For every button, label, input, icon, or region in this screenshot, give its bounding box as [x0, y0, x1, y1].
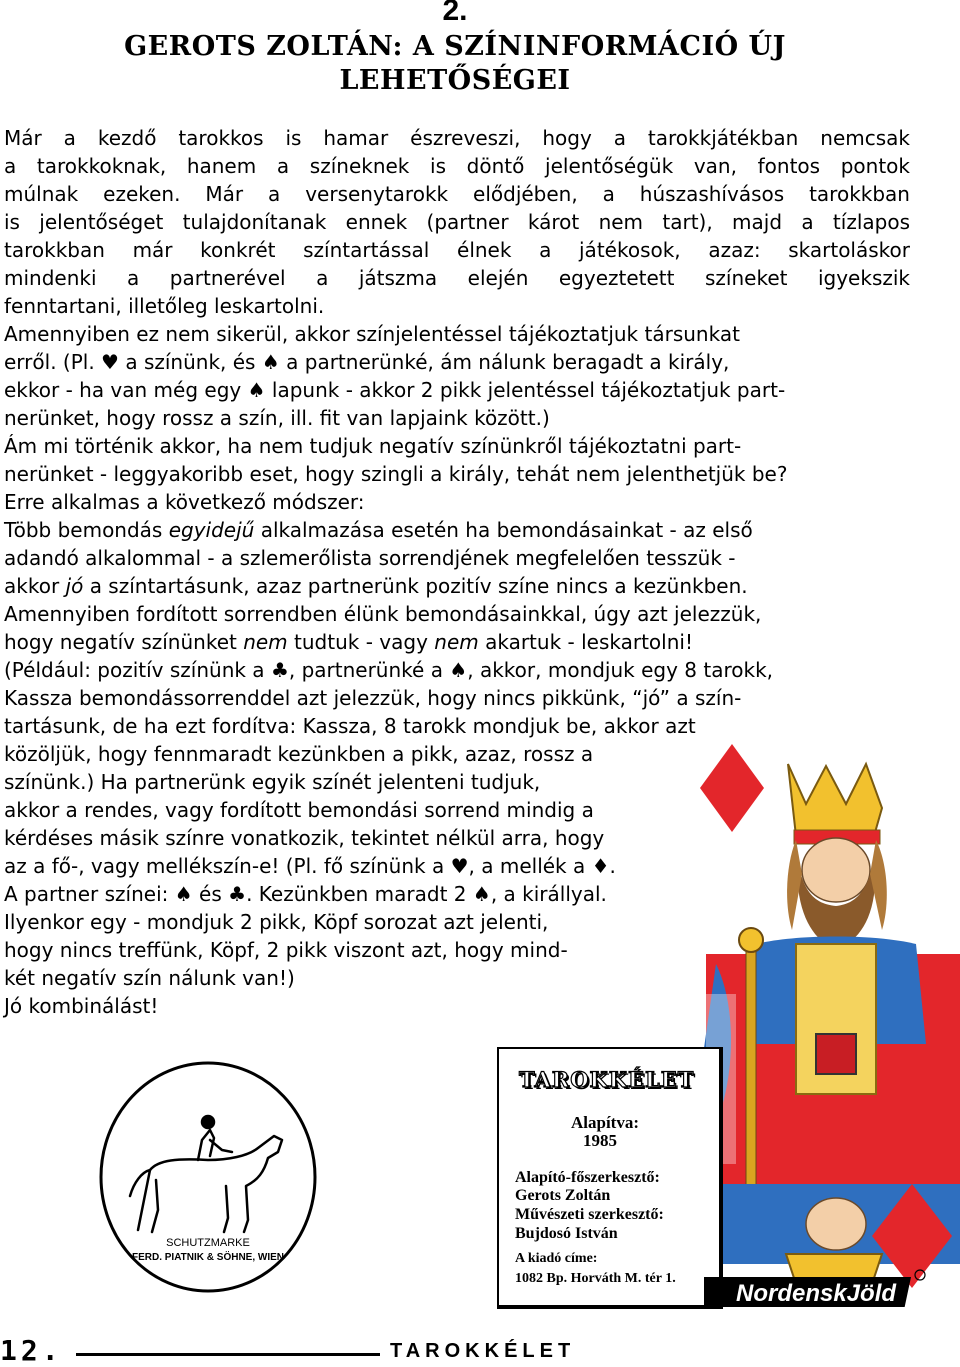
text-line: akkor a rendes, vagy fordított bemondási sorrend mindig a [4, 798, 594, 822]
nordenskjold-brand-logo [704, 1263, 928, 1315]
spade-icon: ♠ [449, 658, 468, 682]
text-line: fenntartani, illetőleg leskartolni. [4, 294, 325, 318]
text-line: hogy nincs treffünk, Köpf, 2 pikk viszont azt, hogy mind- [4, 938, 568, 962]
founded-label: Alapítva: [571, 1113, 639, 1132]
text-line: kérdéses másik színre vonatkozik, tekintet nélkül arra, hogy [4, 826, 605, 850]
publisher-address: 1082 Bp. Horváth M. tér 1. [515, 1271, 676, 1286]
heart-icon: ♥ [101, 350, 119, 374]
article-title-line-1: GEROTS ZOLTÁN: A SZÍNINFORMÁCIÓ ÚJ [124, 31, 786, 62]
spade-icon: ♠ [472, 882, 491, 906]
text-line: az a fő-, vagy mellékszín-e! (Pl. fő színünk a ♥, a mellék a ♦. [4, 854, 616, 878]
text-line: Amennyiben ez nem sikerül, akkor színjelentéssel tájékoztatjuk társunkat [4, 322, 740, 346]
diamond-icon [700, 744, 764, 832]
club-icon: ♣ [228, 882, 247, 906]
article-title-line-2: LEHETŐSÉGEI [339, 65, 571, 96]
text-line: Jó kombinálást! [4, 994, 159, 1018]
text-line: közöljük, hogy fennmaradt kezünkben a pikk, azaz, rossz a [4, 742, 594, 766]
text-line: akkor jó a színtartásunk, azaz partnerünk pozitív színe nincs a kezünkben. [4, 574, 748, 598]
spade-icon: ♠ [247, 378, 266, 402]
text-line: színünk.) Ha partnerünk egyik színét jelenteni tudjuk, [4, 770, 541, 794]
text-line: a tarokkoknak, hanem a színeknek is döntő jelentőségük van, fontos pontok [4, 154, 910, 178]
founder-name: Gerots Zoltán [515, 1187, 611, 1204]
footer-magazine-name: TAROKKÉLET [390, 1340, 576, 1362]
text-line: hogy negatív színünket nem tudtuk - vagy nem akartuk - leskartolni! [4, 630, 693, 654]
text-line: Több bemondás egyidejű alkalmazása esetén ha bemondásainkat - az első [4, 518, 753, 542]
seal-text-line-2: FERD. PIATNIK & SÖHNE, WIEN [131, 1252, 285, 1263]
text-line: is jelentőséget tulajdonítanak ennek (partner károt nem tart), majd a tízlapos [4, 210, 910, 234]
art-editor-name: Bujdosó István [515, 1225, 618, 1242]
founded-year: 1985 [583, 1131, 617, 1150]
imprint-box [497, 1047, 723, 1309]
text-line: tarokkban már konkrét színtartással élnek a játékosok, azaz: skartoláskor [4, 238, 910, 262]
brand-logo-text: NordenskJöld [735, 1280, 897, 1307]
text-line: múlnak ezeken. Már a versenytarokk elődjében, a húszashívásos tarokkban [4, 182, 910, 206]
spade-icon: ♠ [174, 882, 193, 906]
text-line: Erre alkalmas a következő módszer: [4, 490, 365, 514]
text-line: Már a kezdő tarokkos is hamar észreveszi, hogy a tarokkjátékban nemcsak [4, 126, 910, 150]
founder-label: Alapító-főszerkesztő: [515, 1169, 660, 1186]
text-line: Kassza bemondássorrenddel azt jelezzük, hogy nincs pikkünk, “jó” a szín- [4, 686, 742, 710]
text-line: két negatív szín nálunk van!) [4, 966, 295, 990]
spade-icon: ♠ [261, 350, 280, 374]
footer-divider [76, 1353, 380, 1356]
text-line: Ilyenkor egy - mondjuk 2 pikk, Köpf sorozat azt jelenti, [4, 910, 549, 934]
page-number: 12. [0, 1334, 63, 1367]
text-line: A partner színei: ♠ és ♣. Kezünkben maradt 2 ♠, a királlyal. [4, 882, 607, 906]
diamond-icon: ♦ [591, 854, 610, 878]
article-body [4, 124, 910, 740]
text-line: nerünket - leggyakoribb eset, hogy szingli a király, tehát nem jelenthetjük be? [4, 462, 788, 486]
club-icon: ♣ [270, 658, 289, 682]
text-line: Ám mi történik akkor, ha nem tudjuk negatív színünkről tájékoztatni part- [4, 434, 742, 458]
text-line: nerünket, hogy rossz a szín, ill. fit van lapjaink között.) [4, 406, 550, 430]
heart-icon: ♥ [450, 854, 469, 878]
article-body-narrow [4, 740, 722, 1020]
text-line: tartásunk, de ha ezt fordítva: Kassza, 8 tarokk mondjuk be, akkor azt [4, 714, 696, 738]
text-line: Amennyiben fordított sorrendben élünk bemondásainkkal, úgy azt jelezzük, [4, 602, 762, 626]
seal-text-line-1: SCHUTZMARKE [166, 1237, 250, 1249]
article-title [0, 30, 910, 98]
text-line: mindenki a partnerével a játszma elején egyeztetett színeket igyekszik [4, 266, 910, 290]
text-line: ekkor - ha van még egy ♠ lapunk - akkor 2 pikk jelentéssel tájékoztatjuk part- [4, 378, 786, 402]
text-line: adandó alkalommal - a szlemerőlista sorrendjének megfelelően tesszük - [4, 546, 736, 570]
text-line: erről. (Pl. ♥ a színünk, és ♠ a partnerünké, ám nálunk beragadt a király, [4, 350, 730, 374]
art-editor-label: Művészeti szerkesztő: [515, 1206, 664, 1223]
magazine-logo: TAROKKÉLET [519, 1067, 695, 1092]
piatnik-trademark-seal [98, 1060, 318, 1294]
publisher-label: A kiadó címe: [515, 1251, 598, 1266]
chapter-number: 2. [442, 0, 468, 27]
text-line: (Például: pozitív színünk a ♣, partnerünké a ♠, akkor, mondjuk egy 8 tarokk, [4, 658, 774, 682]
